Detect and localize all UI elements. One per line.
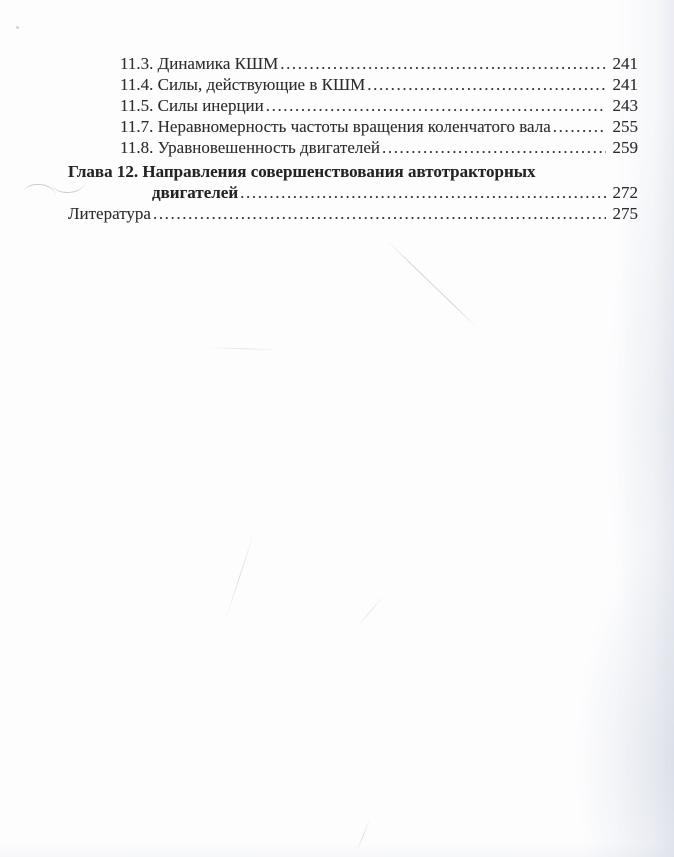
dot-leader (367, 74, 606, 95)
toc-chapter-label: Глава 12. Направления совершенствования автотракторных (68, 162, 536, 181)
toc-entry-page: 259 (612, 138, 638, 157)
toc-entry-page: 255 (612, 117, 638, 136)
toc-chapter-label-continuation: двигателей (152, 183, 239, 202)
toc-entry (68, 53, 638, 74)
toc-entry-label: 11.4. Силы, действующие в КШМ (120, 75, 366, 94)
toc-entry-label: 11.3. Динамика КШМ (120, 54, 279, 73)
paper-crease (225, 531, 255, 622)
dot-leader (240, 182, 606, 203)
toc-entry-label: 11.7. Неравномерность частоты вращения коленчатого вала (120, 117, 551, 136)
toc-entry-label: 11.5. Силы инерции (120, 96, 264, 115)
toc-chapter-entry-line2 (68, 182, 638, 203)
toc-entry-page: 241 (612, 54, 638, 73)
table-of-contents (68, 53, 638, 224)
toc-entry-page: 275 (612, 204, 638, 223)
paper-crease (356, 819, 370, 853)
toc-entry (68, 95, 638, 116)
toc-entry-page: 243 (612, 96, 638, 115)
toc-entry (68, 116, 638, 137)
dot-leader (153, 203, 606, 224)
toc-entry (68, 74, 638, 95)
pencil-squiggle (24, 182, 57, 195)
dot-leader (553, 116, 606, 137)
dot-leader (266, 95, 606, 116)
toc-chapter-entry-line1 (68, 161, 638, 182)
toc-literature-entry (68, 203, 638, 224)
toc-entry-label: 11.8. Уравновешенность двигателей (120, 138, 380, 157)
toc-entry-page: 241 (612, 75, 638, 94)
dot-leader (280, 53, 606, 74)
toc-entry (68, 137, 638, 158)
paper-crease (356, 595, 384, 627)
paper-speck (16, 26, 19, 29)
toc-entry-label: Литература (68, 204, 151, 223)
paper-crease (386, 240, 478, 329)
paper-crease (208, 347, 280, 351)
dot-leader (382, 137, 606, 158)
toc-entry-page: 272 (612, 183, 638, 202)
